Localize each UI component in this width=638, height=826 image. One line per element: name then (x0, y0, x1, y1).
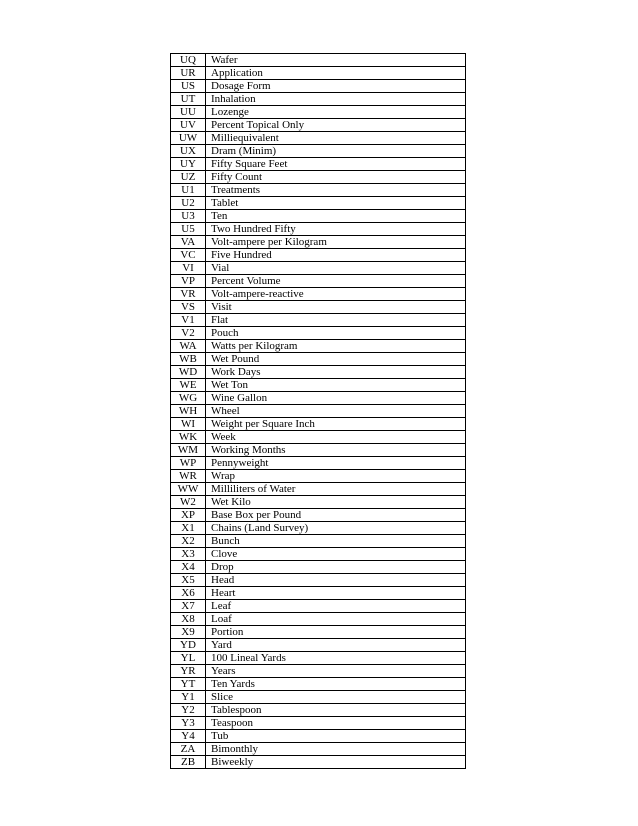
table-row (171, 405, 466, 418)
table-row (171, 145, 466, 158)
unit-description-cell: Flat (206, 314, 466, 327)
unit-code-table (170, 53, 466, 769)
unit-description-cell: Wet Ton (206, 379, 466, 392)
unit-code-cell: WK (171, 431, 206, 444)
unit-description-cell: Weight per Square Inch (206, 418, 466, 431)
unit-description-cell: Heart (206, 587, 466, 600)
unit-description-cell: Teaspoon (206, 717, 466, 730)
unit-code-cell: WG (171, 392, 206, 405)
unit-description-cell: Wet Pound (206, 353, 466, 366)
unit-description-cell: Wet Kilo (206, 496, 466, 509)
table-row (171, 223, 466, 236)
table-row (171, 288, 466, 301)
unit-description-cell: Volt-ampere-reactive (206, 288, 466, 301)
table-row (171, 327, 466, 340)
unit-description-cell: Work Days (206, 366, 466, 379)
unit-code-cell: YT (171, 678, 206, 691)
table-row (171, 743, 466, 756)
table-row (171, 67, 466, 80)
unit-code-cell: WM (171, 444, 206, 457)
unit-description-cell: Leaf (206, 600, 466, 613)
unit-description-cell: Tablespoon (206, 704, 466, 717)
unit-code-cell: UX (171, 145, 206, 158)
unit-code-cell: UZ (171, 171, 206, 184)
table-row (171, 93, 466, 106)
unit-description-cell: Ten Yards (206, 678, 466, 691)
unit-code-cell: VC (171, 249, 206, 262)
unit-description-cell: Wrap (206, 470, 466, 483)
unit-code-cell: U5 (171, 223, 206, 236)
unit-description-cell: Working Months (206, 444, 466, 457)
table-row (171, 535, 466, 548)
unit-description-cell: Wafer (206, 54, 466, 67)
table-row (171, 314, 466, 327)
unit-code-cell: WE (171, 379, 206, 392)
unit-code-cell: X4 (171, 561, 206, 574)
unit-description-cell: Bimonthly (206, 743, 466, 756)
unit-description-cell: Slice (206, 691, 466, 704)
table-row (171, 522, 466, 535)
unit-description-cell: Ten (206, 210, 466, 223)
table-row (171, 483, 466, 496)
unit-code-cell: YL (171, 652, 206, 665)
unit-code-cell: XP (171, 509, 206, 522)
unit-code-cell: UW (171, 132, 206, 145)
table-row (171, 249, 466, 262)
unit-description-cell: Two Hundred Fifty (206, 223, 466, 236)
unit-description-cell: Pennyweight (206, 457, 466, 470)
table-row (171, 197, 466, 210)
table-row (171, 262, 466, 275)
table-row (171, 457, 466, 470)
unit-code-cell: YD (171, 639, 206, 652)
unit-code-cell: UV (171, 119, 206, 132)
table-row (171, 730, 466, 743)
unit-code-cell: WD (171, 366, 206, 379)
unit-code-cell: X2 (171, 535, 206, 548)
unit-description-cell: Bunch (206, 535, 466, 548)
table-row (171, 431, 466, 444)
unit-description-cell: Pouch (206, 327, 466, 340)
table-row (171, 574, 466, 587)
unit-description-cell: Loaf (206, 613, 466, 626)
unit-description-cell: Clove (206, 548, 466, 561)
unit-description-cell: Week (206, 431, 466, 444)
table-row (171, 756, 466, 769)
table-row (171, 210, 466, 223)
unit-code-cell: WA (171, 340, 206, 353)
unit-code-cell: UY (171, 158, 206, 171)
table-row (171, 652, 466, 665)
unit-code-cell: X7 (171, 600, 206, 613)
unit-code-cell: WH (171, 405, 206, 418)
unit-code-cell: VI (171, 262, 206, 275)
unit-description-cell: Lozenge (206, 106, 466, 119)
unit-code-cell: VA (171, 236, 206, 249)
unit-description-cell: Milliequivalent (206, 132, 466, 145)
table-row (171, 106, 466, 119)
unit-description-cell: Dram (Minim) (206, 145, 466, 158)
table-row (171, 119, 466, 132)
unit-description-cell: Application (206, 67, 466, 80)
table-row (171, 496, 466, 509)
table-row (171, 353, 466, 366)
unit-code-cell: US (171, 80, 206, 93)
table-row (171, 392, 466, 405)
unit-description-cell: Watts per Kilogram (206, 340, 466, 353)
unit-code-cell: X8 (171, 613, 206, 626)
unit-code-cell: Y4 (171, 730, 206, 743)
unit-code-cell: X3 (171, 548, 206, 561)
table-row (171, 600, 466, 613)
unit-code-cell: W2 (171, 496, 206, 509)
table-row (171, 80, 466, 93)
unit-description-cell: Fifty Count (206, 171, 466, 184)
unit-description-cell: Percent Topical Only (206, 119, 466, 132)
unit-description-cell: Tub (206, 730, 466, 743)
table-row (171, 184, 466, 197)
unit-description-cell: Base Box per Pound (206, 509, 466, 522)
unit-code-cell: X6 (171, 587, 206, 600)
unit-description-cell: Dosage Form (206, 80, 466, 93)
unit-description-cell: Tablet (206, 197, 466, 210)
table-row (171, 236, 466, 249)
table-row (171, 158, 466, 171)
unit-code-cell: Y2 (171, 704, 206, 717)
unit-code-cell: Y1 (171, 691, 206, 704)
unit-code-cell: VS (171, 301, 206, 314)
unit-code-cell: WR (171, 470, 206, 483)
unit-code-cell: YR (171, 665, 206, 678)
table-row (171, 379, 466, 392)
unit-code-cell: UQ (171, 54, 206, 67)
unit-code-table-body (171, 54, 466, 769)
unit-description-cell: Fifty Square Feet (206, 158, 466, 171)
unit-description-cell: Years (206, 665, 466, 678)
table-row (171, 171, 466, 184)
table-row (171, 301, 466, 314)
unit-code-cell: V2 (171, 327, 206, 340)
unit-description-cell: Percent Volume (206, 275, 466, 288)
unit-description-cell: Biweekly (206, 756, 466, 769)
table-row (171, 548, 466, 561)
unit-description-cell: Visit (206, 301, 466, 314)
table-row (171, 626, 466, 639)
table-row (171, 444, 466, 457)
table-row (171, 340, 466, 353)
table-row (171, 275, 466, 288)
unit-description-cell: Head (206, 574, 466, 587)
unit-description-cell: Vial (206, 262, 466, 275)
unit-description-cell: Milliliters of Water (206, 483, 466, 496)
unit-code-cell: X5 (171, 574, 206, 587)
unit-code-cell: WB (171, 353, 206, 366)
table-row (171, 704, 466, 717)
unit-description-cell: Chains (Land Survey) (206, 522, 466, 535)
table-row (171, 54, 466, 67)
unit-description-cell: Drop (206, 561, 466, 574)
unit-code-cell: UU (171, 106, 206, 119)
table-row (171, 132, 466, 145)
unit-code-cell: VR (171, 288, 206, 301)
unit-description-cell: Volt-ampere per Kilogram (206, 236, 466, 249)
unit-code-cell: Y3 (171, 717, 206, 730)
unit-code-cell: WI (171, 418, 206, 431)
unit-code-cell: VP (171, 275, 206, 288)
unit-code-cell: X9 (171, 626, 206, 639)
table-row (171, 613, 466, 626)
unit-code-cell: WW (171, 483, 206, 496)
unit-code-cell: WP (171, 457, 206, 470)
unit-description-cell: Treatments (206, 184, 466, 197)
table-row (171, 587, 466, 600)
table-row (171, 717, 466, 730)
table-row (171, 691, 466, 704)
table-row (171, 366, 466, 379)
unit-code-cell: V1 (171, 314, 206, 327)
unit-code-cell: ZB (171, 756, 206, 769)
unit-code-cell: U1 (171, 184, 206, 197)
table-row (171, 561, 466, 574)
table-row (171, 678, 466, 691)
table-row (171, 665, 466, 678)
unit-code-cell: UR (171, 67, 206, 80)
unit-code-cell: U2 (171, 197, 206, 210)
unit-code-cell: UT (171, 93, 206, 106)
unit-description-cell: Yard (206, 639, 466, 652)
unit-description-cell: Five Hundred (206, 249, 466, 262)
unit-description-cell: Portion (206, 626, 466, 639)
table-row (171, 509, 466, 522)
unit-code-cell: ZA (171, 743, 206, 756)
unit-description-cell: 100 Lineal Yards (206, 652, 466, 665)
unit-code-cell: U3 (171, 210, 206, 223)
table-row (171, 470, 466, 483)
table-row (171, 418, 466, 431)
table-row (171, 639, 466, 652)
unit-description-cell: Wheel (206, 405, 466, 418)
unit-code-cell: X1 (171, 522, 206, 535)
unit-description-cell: Inhalation (206, 93, 466, 106)
unit-description-cell: Wine Gallon (206, 392, 466, 405)
